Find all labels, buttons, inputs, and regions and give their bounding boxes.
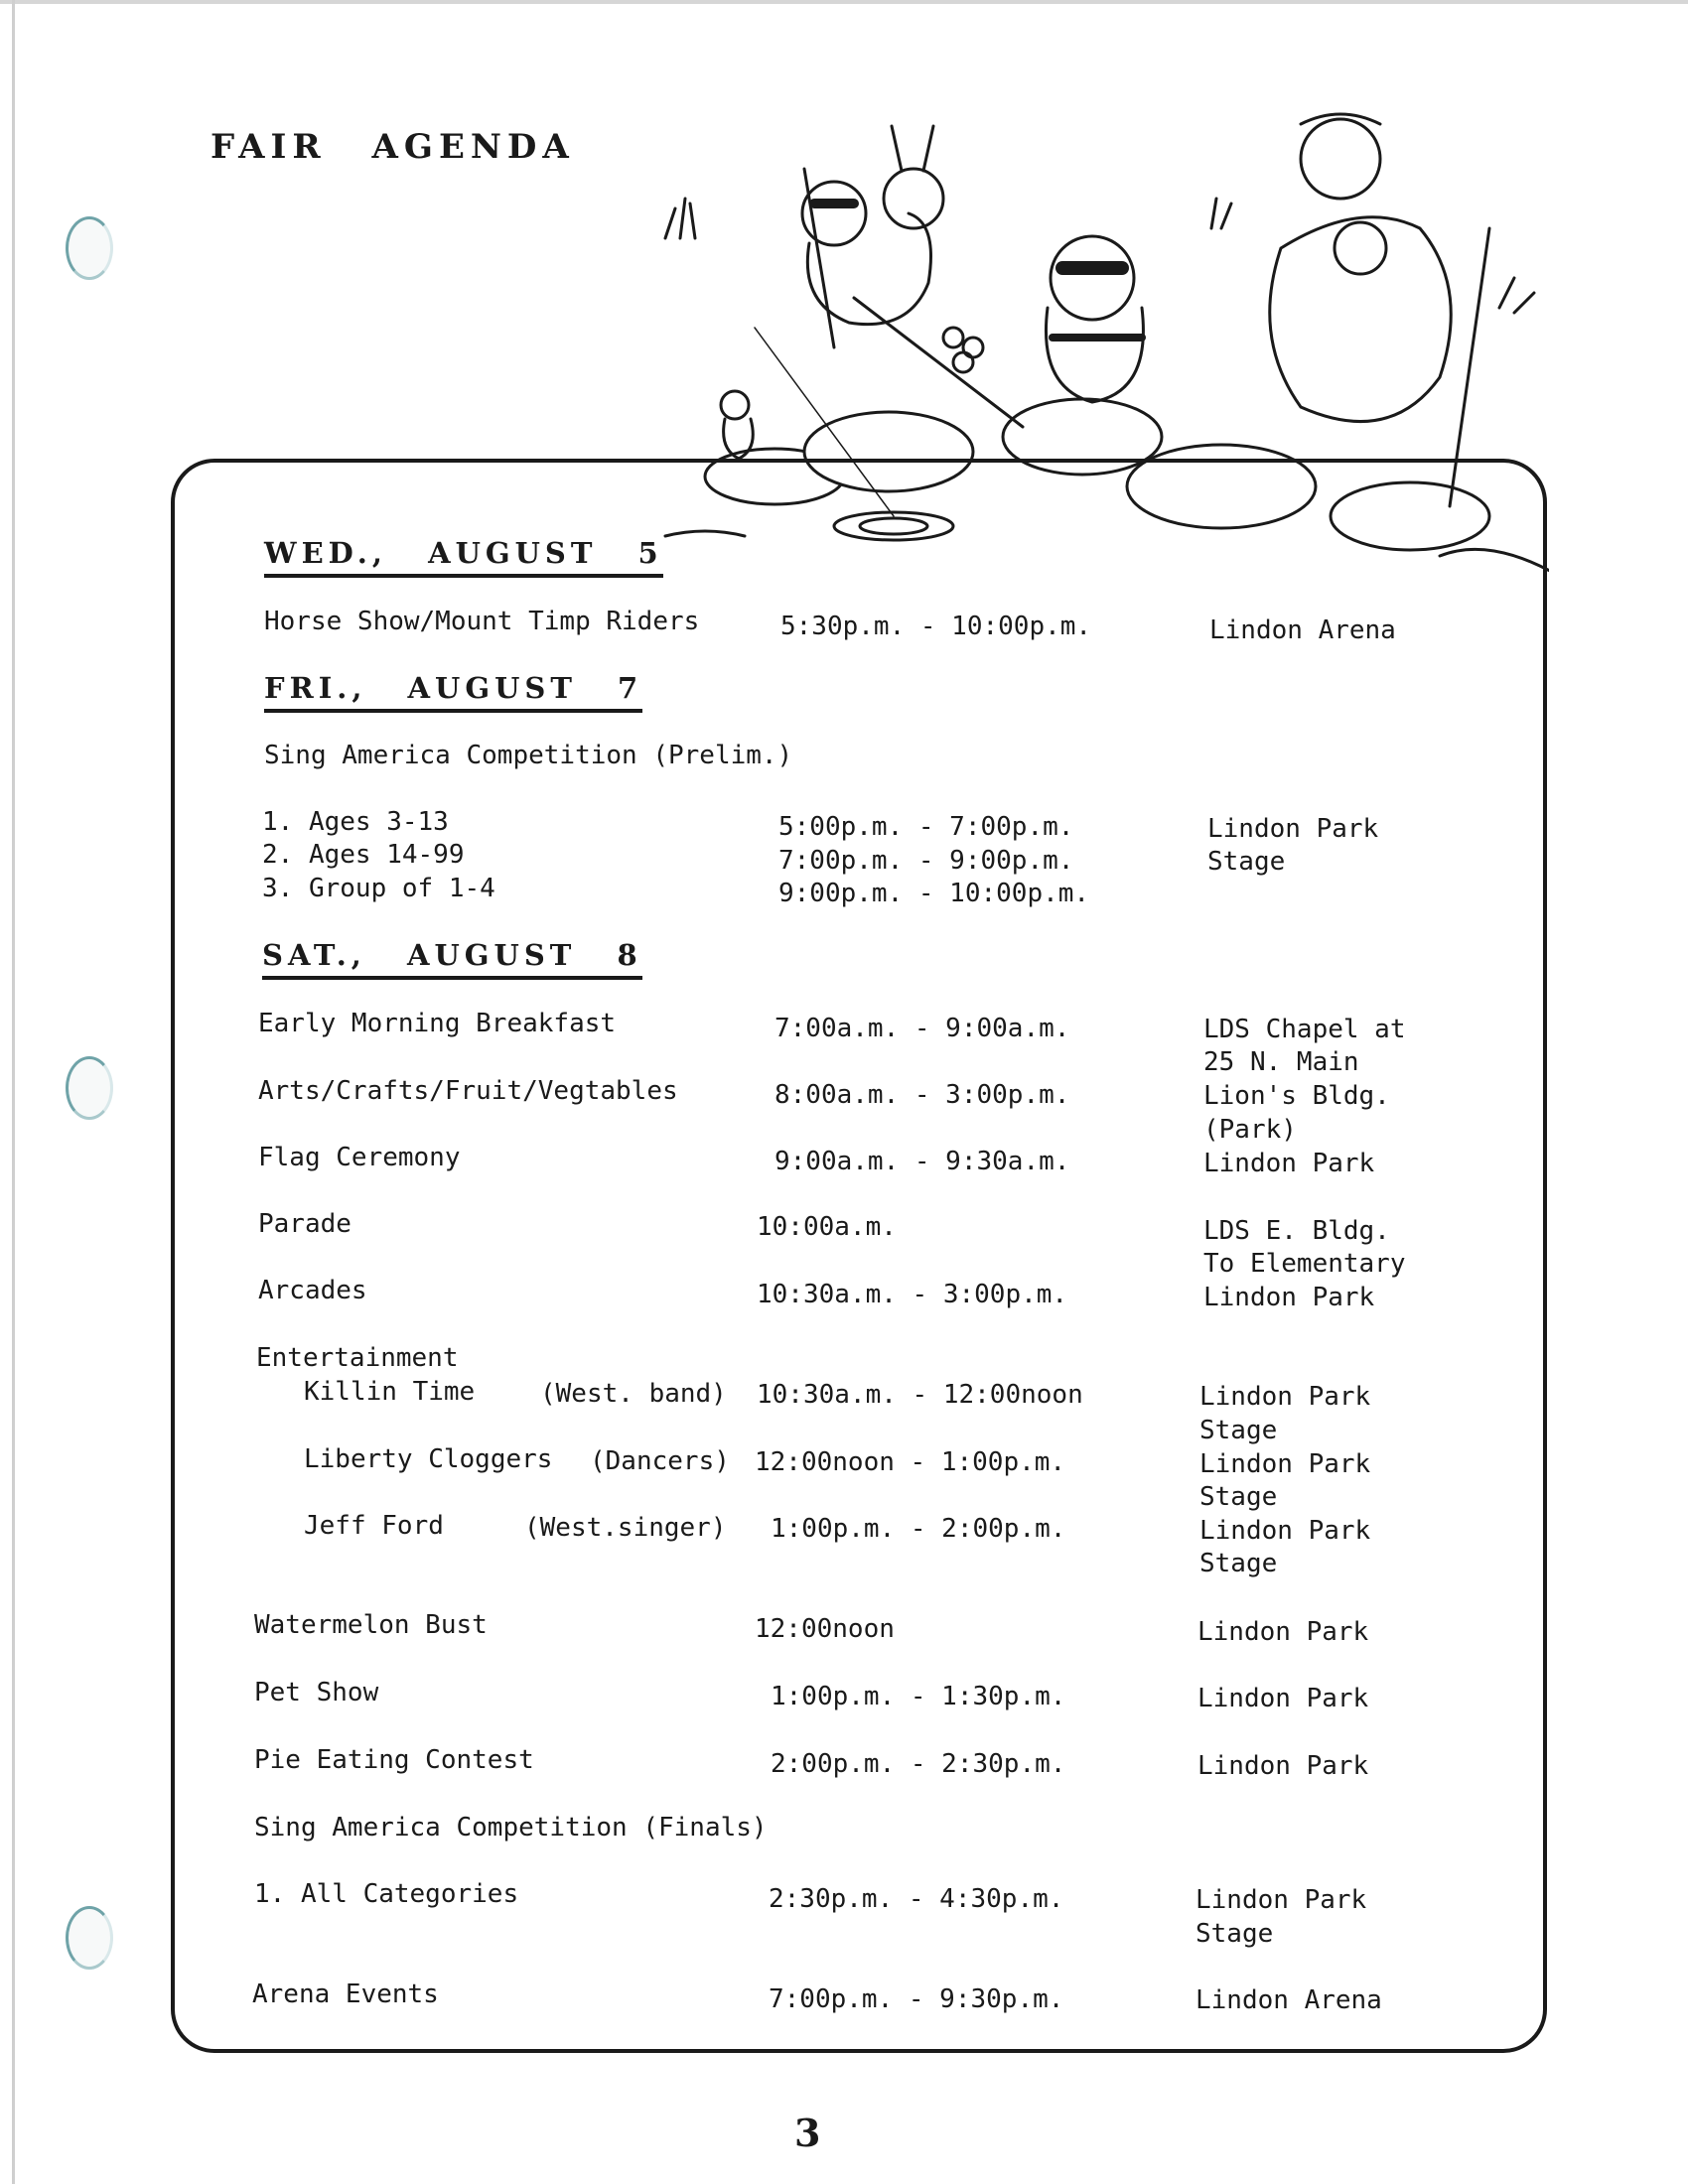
event-time: 10:00a.m. — [757, 1212, 897, 1242]
event-name: Pie Eating Contest — [254, 1745, 534, 1775]
event-place: LDS E. Bldg. — [1203, 1216, 1390, 1246]
day-heading-wednesday: WED., AUGUST 5 — [264, 536, 663, 578]
event-time: 10:30a.m. - 3:00p.m. — [757, 1280, 1068, 1309]
event-name: Sing America Competition (Finals) — [254, 1813, 768, 1843]
event-time: 12:00noon - 1:00p.m. — [755, 1447, 1066, 1477]
event-place: To Elementary — [1203, 1249, 1406, 1279]
event-name: Pet Show — [254, 1678, 379, 1707]
event-time: 12:00noon — [755, 1614, 895, 1644]
day-heading-friday: FRI., AUGUST 7 — [264, 671, 642, 713]
event-time: 1:00p.m. - 1:30p.m. — [771, 1682, 1066, 1711]
event-place: Lindon Park — [1197, 1684, 1369, 1713]
event-time: 5:00p.m. - 7:00p.m. — [778, 812, 1074, 842]
event-place: Stage — [1199, 1416, 1278, 1445]
event-note: (West.singer) — [524, 1513, 727, 1543]
event-name: Early Morning Breakfast — [258, 1009, 617, 1038]
event-place: Lindon Park — [1199, 1382, 1371, 1412]
event-time: 7:00p.m. - 9:30p.m. — [769, 1984, 1064, 2014]
event-name: Jeff Ford — [304, 1511, 444, 1541]
event-time: 7:00p.m. - 9:00p.m. — [778, 846, 1074, 876]
event-name: Entertainment — [256, 1343, 459, 1373]
event-time: 2:00p.m. - 2:30p.m. — [771, 1749, 1066, 1779]
event-name: Flag Ceremony — [258, 1143, 461, 1172]
event-name: Watermelon Bust — [254, 1610, 488, 1640]
event-note: (West. band) — [540, 1379, 727, 1409]
event-place: LDS Chapel at — [1203, 1015, 1406, 1044]
event-place: Stage — [1199, 1482, 1278, 1512]
event-time: 8:00a.m. - 3:00p.m. — [774, 1080, 1070, 1110]
event-place: Stage — [1207, 847, 1286, 877]
event-place: Lindon Park — [1196, 1885, 1367, 1915]
binder-hole-middle — [66, 1056, 113, 1120]
event-time: 10:30a.m. - 12:00noon — [757, 1380, 1083, 1410]
event-name: Arena Events — [252, 1979, 439, 2009]
event-note: (Dancers) — [590, 1446, 730, 1476]
event-name: 1. Ages 3-13 — [262, 807, 449, 837]
event-place: Lindon Arena — [1196, 1985, 1382, 2015]
event-time: 9:00a.m. - 9:30a.m. — [774, 1147, 1070, 1176]
event-place: Lindon Park — [1203, 1283, 1375, 1312]
event-place: (Park) — [1203, 1115, 1297, 1145]
event-place: Lindon Park — [1199, 1516, 1371, 1546]
event-place: Stage — [1199, 1549, 1278, 1578]
event-place: Lindon Arena — [1209, 615, 1396, 645]
event-time: 9:00p.m. - 10:00p.m. — [778, 879, 1090, 908]
day-heading-saturday: SAT., AUGUST 8 — [262, 938, 642, 980]
scan-left-edge — [12, 0, 15, 2184]
event-name: 2. Ages 14-99 — [262, 840, 465, 870]
event-time: 7:00a.m. - 9:00a.m. — [774, 1014, 1070, 1043]
event-time: 5:30p.m. - 10:00p.m. — [780, 612, 1092, 641]
event-place: Lindon Park — [1199, 1449, 1371, 1479]
binder-hole-bottom — [66, 1906, 113, 1970]
event-name: Liberty Cloggers — [304, 1444, 553, 1474]
event-name: Arcades — [258, 1276, 367, 1305]
event-place: Lindon Park — [1197, 1617, 1369, 1647]
event-name: 3. Group of 1-4 — [262, 874, 495, 903]
binder-hole-top — [66, 216, 113, 280]
event-place: Stage — [1196, 1919, 1274, 1949]
event-time: 1:00p.m. - 2:00p.m. — [771, 1514, 1066, 1544]
event-place: Lion's Bldg. — [1203, 1081, 1390, 1111]
event-name: Parade — [258, 1209, 352, 1239]
event-time: 2:30p.m. - 4:30p.m. — [769, 1884, 1064, 1914]
event-place: Lindon Park — [1203, 1149, 1375, 1178]
event-name: Horse Show/Mount Timp Riders — [264, 607, 700, 636]
event-name: Killin Time — [304, 1377, 476, 1407]
event-place: Lindon Park — [1207, 814, 1379, 844]
event-name: Arts/Crafts/Fruit/Vegtables — [258, 1076, 678, 1106]
event-place: Lindon Park — [1197, 1751, 1369, 1781]
event-place: 25 N. Main — [1203, 1047, 1359, 1077]
page-number: 3 — [794, 2111, 821, 2155]
section-intro: Sing America Competition (Prelim.) — [264, 741, 793, 770]
scan-top-edge — [0, 0, 1688, 4]
page-title: FAIR AGENDA — [211, 127, 575, 167]
event-name: 1. All Categories — [254, 1879, 519, 1909]
